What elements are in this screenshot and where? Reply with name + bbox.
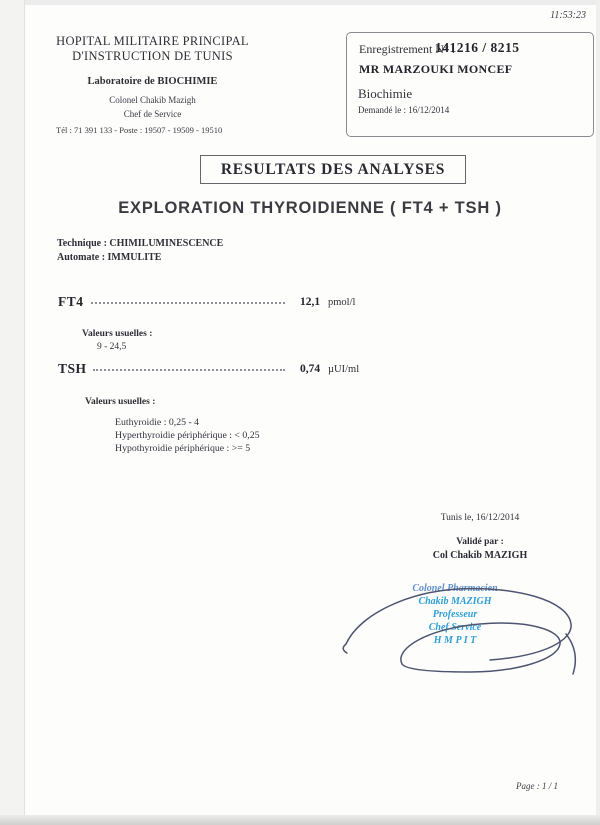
place-and-date: Tunis le, 16/12/2014 [440,513,520,523]
tsh-value: 0,74 [300,363,321,375]
print-timestamp: 11:53:23 [550,10,586,21]
patient-name: MR MARZOUKI MONCEF [359,62,513,76]
validated-by-label: Validé par : [456,537,504,547]
result-row-tsh [58,361,558,379]
ft4-unit: pmol/l [328,297,356,308]
tsh-usual-values-label: Valeurs usuelles : [85,397,156,407]
tsh-unit: µUI/ml [328,364,360,375]
department-name: Biochimie [358,86,413,101]
scan-edge-left [0,0,25,825]
scan-edge-right [596,0,600,825]
results-title-box [200,155,466,184]
registration-label: Enregistrement N° : [359,42,456,56]
scan-edge-top [0,0,600,5]
hospital-name-line1: HOPITAL MILITAIRE PRINCIPAL [56,34,249,48]
registration-number: 141216 / 8215 [435,40,520,55]
ft4-label: FT4 [58,294,84,309]
stamp-line: Chef Service [428,622,482,633]
registration-box [346,32,594,137]
chief-name: Colonel Chakib Mazigh [109,95,196,105]
ft4-usual-values-label: Valeurs usuelles : [82,329,153,339]
tsh-range-euthyroidie: Euthyroidie : 0,25 - 4 [115,417,200,428]
stamp-line: Chakib MAZIGH [418,596,492,607]
dotted-leader [93,369,285,371]
phone-line: Tél : 71 391 133 - Poste : 19507 - 19509 - 19510 [56,125,223,135]
technique-line: Technique : CHIMILUMINESCENCE [57,238,224,249]
hospital-name-line2: D'INSTRUCTION DE TUNIS [72,49,233,63]
results-title: RESULTATS DES ANALYSES [220,160,446,178]
scan-edge-bottom [0,815,600,825]
stamp-line: Professeur [432,609,478,620]
requested-date: Demandé le : 16/12/2014 [358,105,450,115]
exam-title: EXPLORATION THYROIDIENNE ( FT4 + TSH ) [118,199,502,217]
tsh-range-hypothyroidie: Hypothyroidie périphérique : >= 5 [115,443,251,454]
chief-title: Chef de Service [123,109,182,119]
hospital-name [40,34,265,64]
ft4-usual-range: 9 - 24,5 [97,342,127,352]
signature [330,572,580,684]
stamp-line: H M P I T [433,635,477,646]
stamp-and-signature [330,572,580,684]
laboratory-name: Laboratoire de BIOCHIMIE [87,76,218,87]
tsh-range-hyperthyroidie: Hyperthyroidie périphérique : < 0,25 [115,430,260,441]
stamp-line: Colonel Pharmacien [412,583,498,594]
ft4-value: 12,1 [300,296,321,308]
tsh-label: TSH [58,361,87,376]
page-number: Page : 1 / 1 [516,781,558,791]
automate-line: Automate : IMMULITE [57,252,162,263]
result-row-ft4 [58,294,558,312]
validator-name: Col Chakib MAZIGH [432,550,528,561]
dotted-leader [91,302,285,304]
